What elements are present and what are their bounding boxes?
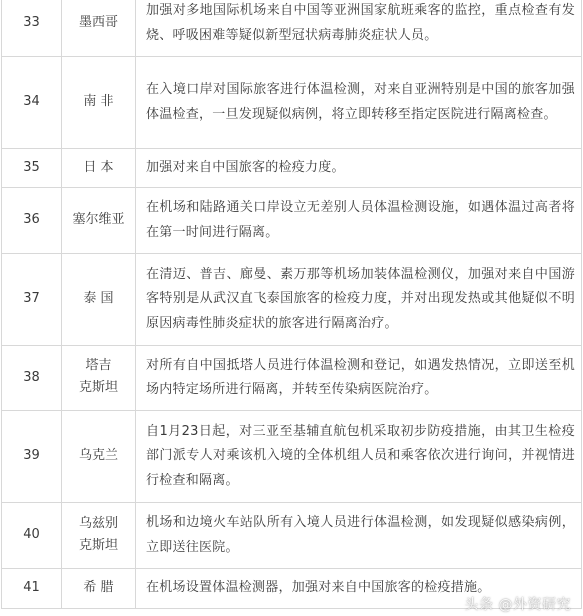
country-name: 日 本 (62, 149, 136, 188)
country-name: 乌兹别 克斯坦 (62, 503, 136, 569)
country-name: 泰 国 (62, 254, 136, 346)
measure-text: 在清迈、普吉、廊曼、素万那等机场加装体温检测仪，加强对来自中国游客特别是从武汉直飞泰国旅客的检疫力度，并对出现发热或其他疑似不明原因病毒性肺炎症状的旅客进行隔离治疗。 (136, 254, 582, 346)
watermark: 头条 @外资研究 (464, 597, 571, 613)
measure-text: 加强对来自中国旅客的检疫力度。 (136, 149, 582, 188)
country-name: 墨西哥 (62, 0, 136, 57)
row-number: 38 (2, 346, 62, 411)
table-row (2, 346, 582, 411)
row-number: 35 (2, 149, 62, 188)
table-row (2, 411, 582, 503)
row-number: 39 (2, 411, 62, 503)
table-row (2, 254, 582, 346)
country-name: 南 非 (62, 57, 136, 149)
table-row (2, 0, 582, 57)
country-name: 乌克兰 (62, 411, 136, 503)
table-row (2, 503, 582, 569)
measure-text: 自1月23日起，对三亚至基辅直航包机采取初步防疫措施，由其卫生检疫部门派专人对乘该机入境的全体机组人员和乘客依次进行询问，并视情进行检查和隔离。 (136, 411, 582, 503)
table-row (2, 57, 582, 149)
table-row (2, 188, 582, 254)
measure-text: 在入境口岸对国际旅客进行体温检测，对来自亚洲特别是中国的旅客加强体温检查，一旦发现疑似病例，将立即转移至指定医院进行隔离检查。 (136, 57, 582, 149)
row-number: 40 (2, 503, 62, 569)
row-number: 37 (2, 254, 62, 346)
measure-text: 对所有自中国抵塔人员进行体温检测和登记，如遇发热情况，立即送至机场内特定场所进行隔离，并转至传染病医院治疗。 (136, 346, 582, 411)
measure-text: 机场和边境火车站队所有入境人员进行体温检测，如发现疑似感染病例，立即送往医院。 (136, 503, 582, 569)
row-number: 41 (2, 569, 62, 609)
row-number: 33 (2, 0, 62, 57)
table-row (2, 149, 582, 188)
measure-text: 在机场和陆路通关口岸设立无差别人员体温检测设施，如遇体温过高者将在第一时间进行隔离。 (136, 188, 582, 254)
country-name: 希 腊 (62, 569, 136, 609)
row-number: 36 (2, 188, 62, 254)
row-number: 34 (2, 57, 62, 149)
country-name: 塔吉 克斯坦 (62, 346, 136, 411)
measures-table (1, 0, 582, 609)
measure-text: 在机场设置体温检测器，加强对来自中国旅客的检疫措施。 (136, 569, 582, 609)
country-name: 塞尔维亚 (62, 188, 136, 254)
measure-text: 加强对多地国际机场来自中国等亚洲国家航班乘客的监控，重点检查有发烧、呼吸困难等疑似新型冠状病毒肺炎症状人员。 (136, 0, 582, 57)
